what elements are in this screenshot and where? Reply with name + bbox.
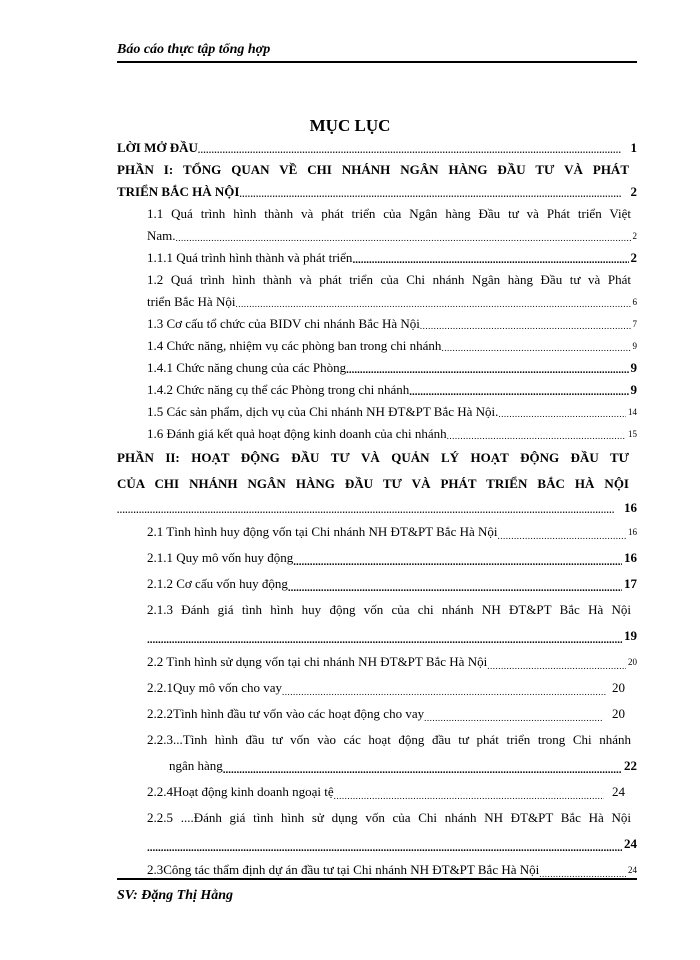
toc-entry-1-3[interactable]: 1.3 Cơ cấu tổ chức của BIDV chi nhánh Bắc Hà Nội ..... 7 [117,313,637,335]
table-of-contents [117,137,637,883]
toc-entry-2-2-5[interactable]: 2.2.5 ....Đánh giá tình hình sử dụng vốn của Chi nhánh NH ĐT&PT Bắc Hà Nội ..... 24 [117,805,637,857]
page-number: 2 [630,184,637,199]
page-number: 9 [630,382,637,397]
dot-leader [293,553,622,571]
dot-leader [147,839,622,857]
report-title: Báo cáo thực tập tổng hợp [117,42,271,57]
page-number: 14 [628,407,637,417]
page-footer [117,878,637,904]
toc-entry-2-1-2[interactable]: 2.1.2 Cơ cấu vốn huy động ..... 17 [117,571,637,597]
toc-entry-1-1-1[interactable]: 1.1.1 Quá trình hình thành và phát triển ..... 2 [117,247,637,269]
page-number: 16 [628,527,637,537]
page-number: 9 [630,360,637,375]
page-number: 1 [630,140,637,155]
dot-leader [235,295,630,313]
page-number: 20 [612,706,625,721]
toc-entry-2-2-2[interactable]: 2.2.2Tình hình đầu tư vốn vào các hoạt động cho vay ..... 20 [117,701,637,727]
dot-leader [498,405,626,423]
page-number: 15 [628,429,637,439]
page-number: 16 [624,550,637,565]
page-number: 2 [632,231,637,241]
toc-entry-2-2-4[interactable]: 2.2.4Hoạt động kinh doanh ngoại tệ ..... 24 [117,779,637,805]
page-header [117,42,637,63]
dot-leader [424,709,602,727]
toc-entry-2-1-1[interactable]: 2.1.1 Quy mô vốn huy động ..... 16 [117,545,637,571]
toc-entry-2-3[interactable]: 2.3Công tác thẩm định dự án đầu tư tại Chi nhánh NH ĐT&PT Bắc Hà Nội ..... 24 [117,857,637,883]
toc-entry-2-2[interactable]: 2.2 Tình hình sử dụng vốn tại chi nhánh NH ĐT&PT Bắc Hà Nội ..... 20 [117,649,637,675]
toc-heading: MỤC LỤC [309,116,391,135]
page-number: 24 [624,836,637,851]
toc-entry-phan-1[interactable]: PHẦN I: TỔNG QUAN VỀ CHI NHÁNH NGÂN HÀNG ĐẦU TƯ VÀ PHÁT TRIỂN BẮC HÀ NỘI ..... 2 [117,159,637,203]
page-number: 22 [624,758,637,773]
dot-leader [334,787,604,805]
page-number: 20 [612,680,625,695]
dot-leader [498,527,627,545]
dot-leader [409,383,628,401]
toc-entry-1-4-2[interactable]: 1.4.2 Chức năng cụ thể các Phòng trong chi nhánh ..... 9 [117,379,637,401]
dot-leader [198,141,621,159]
page-number: 16 [624,500,637,515]
page-number: 9 [632,341,637,351]
toc-entry-phan-2[interactable]: PHẦN II: HOẠT ĐỘNG ĐẦU TƯ VÀ QUẢN LÝ HOẠT ĐỘNG ĐẦU TƯ CỦA CHI NHÁNH NGÂN HÀNG ĐẦU TƯ VÀ PHÁT TRIỂN BẮC HÀ NỘI ..... 16 [117,445,637,519]
page-number: 19 [624,628,637,643]
dot-leader [288,579,622,597]
toc-entry-1-4[interactable]: 1.4 Chức năng, nhiệm vụ các phòng ban trong chi nhánh ..... 9 [117,335,637,357]
dot-leader [447,427,626,445]
toc-entry-2-1-3[interactable]: 2.1.3 Đánh giá tình hình huy động vốn của chi nhánh NH ĐT&PT Bắc Hà Nội ..... 19 [117,597,637,649]
toc-entry-2-1[interactable]: 2.1 Tình hình huy động vốn tại Chi nhánh NH ĐT&PT Bắc Hà Nội ..... 16 [117,519,637,545]
dot-leader [346,361,628,379]
dot-leader [420,317,631,335]
toc-entry-loi-mo-dau[interactable]: LỜI MỞ ĐẦU ..... 1 [117,137,637,159]
dot-leader [117,501,614,519]
toc-entry-1-6[interactable]: 1.6 Đánh giá kết quả hoạt động kinh doanh của chi nhánh ..... 15 [117,423,637,445]
dot-leader [441,339,630,357]
dot-leader [176,229,631,247]
toc-entry-1-4-1[interactable]: 1.4.1 Chức năng chung của các Phòng ..... 9 [117,357,637,379]
toc-entry-2-2-1[interactable]: 2.2.1Quy mô vốn cho vay ..... 20 [117,675,637,701]
toc-entry-2-2-3[interactable]: 2.2.3...Tình hình đầu tư vốn vào các hoạt động đầu tư phát triển trong Chi nhánh ngân hàng ..... 22 [117,727,637,779]
page-number: 17 [624,576,637,591]
page-number: 7 [632,319,637,329]
dot-leader [282,683,606,701]
page-number: 6 [632,297,637,307]
author-name: SV: Đặng Thị Hằng [117,888,234,903]
dot-leader [352,251,628,269]
toc-entry-1-5[interactable]: 1.5 Các sản phẩm, dịch vụ của Chi nhánh NH ĐT&PT Bắc Hà Nội. ..... 14 [117,401,637,423]
page-number: 24 [612,784,625,799]
dot-leader [147,631,622,649]
page-number: 24 [628,865,637,875]
dot-leader [487,657,626,675]
page-number: 20 [628,657,637,667]
dot-leader [223,761,622,779]
page-number: 2 [630,250,637,265]
toc-entry-1-2[interactable]: 1.2 Quá trình hình thành và phát triển của Chi nhánh Ngân hàng Đầu tư và Phát triển Bắc Hà Nội ..... 6 [117,269,637,313]
toc-entry-1-1[interactable]: 1.1 Quá trình hình thành và phát triển của Ngân hàng Đầu tư và Phát triển Việt Nam. ..... 2 [117,203,637,247]
dot-leader [239,185,620,203]
